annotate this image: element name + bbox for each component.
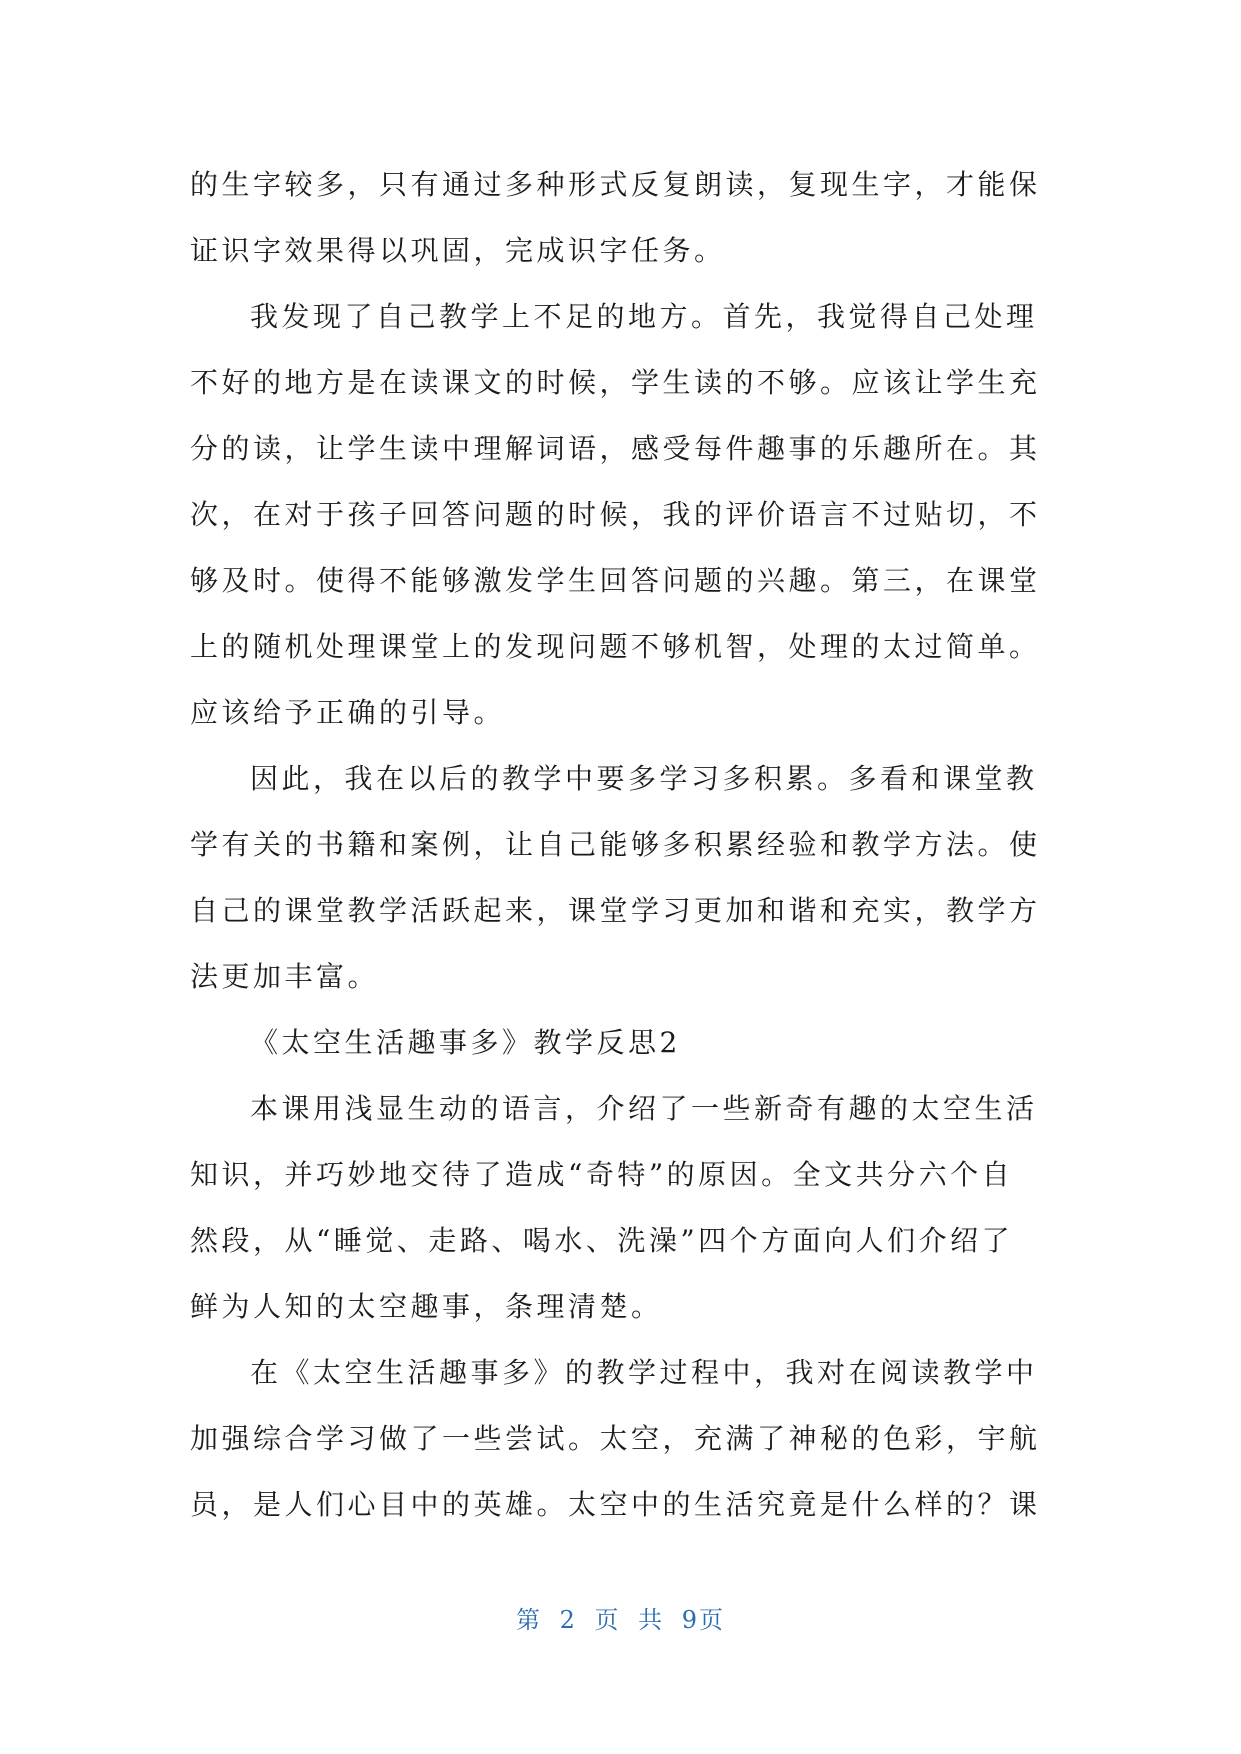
- page-footer: [0, 1600, 1241, 1635]
- text-line-20: 加强综合学习做了一些尝试。太空，充满了神秘的色彩，宇航: [190, 1422, 1041, 1455]
- footer-page-label: 第: [515, 1606, 542, 1634]
- text-line-17: 然段，从“睡觉、走路、喝水、洗澡”四个方面向人们介绍了: [190, 1224, 1014, 1257]
- text-line-16: 知识，并巧妙地交待了造成“奇特”的原因。全文共分六个自: [190, 1158, 1014, 1191]
- footer-current-page: 2: [559, 1606, 577, 1634]
- text-line-9: 应该给予正确的引导。: [190, 696, 506, 729]
- text-line-5: 分的读，让学生读中理解词语，感受每件趣事的乐趣所在。其: [190, 432, 1041, 465]
- document-body: [190, 152, 1050, 1538]
- text-line-10: 因此，我在以后的教学中要多学习多积累。多看和课堂教: [250, 762, 1038, 795]
- text-line-18: 鲜为人知的太空趣事，条理清楚。: [190, 1290, 663, 1323]
- text-line-3: 我发现了自己教学上不足的地方。首先，我觉得自己处理: [250, 300, 1038, 333]
- text-line-21: 员，是人们心目中的英雄。太空中的生活究竟是什么样的？课: [190, 1488, 1041, 1521]
- text-line-6: 次，在对于孩子回答问题的时候，我的评价语言不过贴切，不: [190, 498, 1041, 531]
- text-line-11: 学有关的书籍和案例，让自己能够多积累经验和教学方法。使: [190, 828, 1041, 861]
- text-line-1: 的生字较多，只有通过多种形式反复朗读，复现生字，才能保: [190, 168, 1041, 201]
- text-line-4: 不好的地方是在读课文的时候，学生读的不够。应该让学生充: [190, 366, 1041, 399]
- text-line-12: 自己的课堂教学活跃起来，课堂学习更加和谐和充实，教学方: [190, 894, 1041, 927]
- text-line-8: 上的随机处理课堂上的发现问题不够机智，处理的太过简单。: [190, 630, 1041, 663]
- footer-total-label: 共: [638, 1606, 665, 1634]
- footer-total-pages: 9页: [681, 1606, 726, 1634]
- text-line-15: 本课用浅显生动的语言，介绍了一些新奇有趣的太空生活: [250, 1092, 1038, 1125]
- footer-page-unit: 页: [594, 1606, 621, 1634]
- text-line-19: 在《太空生活趣事多》的教学过程中，我对在阅读教学中: [250, 1356, 1038, 1389]
- text-line-7: 够及时。使得不能够激发学生回答问题的兴趣。第三，在课堂: [190, 564, 1041, 597]
- text-line-13: 法更加丰富。: [190, 960, 380, 993]
- section-heading: 《太空生活趣事多》教学反思2: [250, 1026, 681, 1059]
- text-line-2: 证识字效果得以巩固，完成识字任务。: [190, 234, 726, 267]
